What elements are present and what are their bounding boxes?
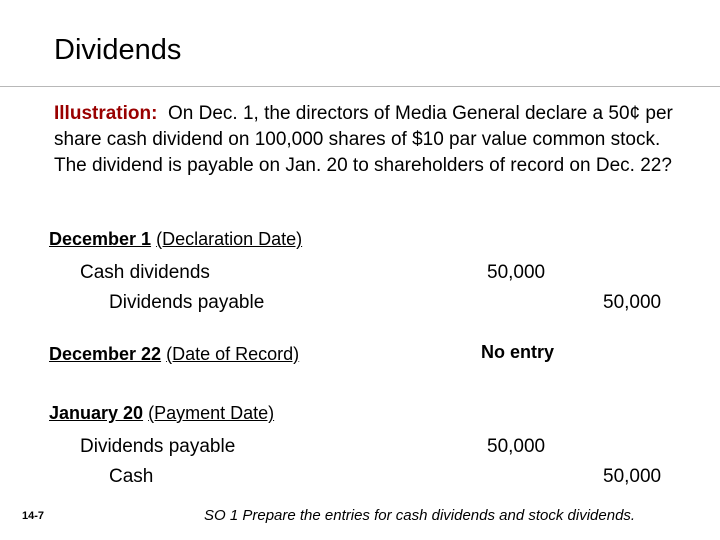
declaration-credit-account: Dividends payable: [109, 292, 265, 313]
payment-heading: [49, 403, 274, 424]
declaration-heading: [49, 229, 302, 250]
record-no-entry: No entry: [481, 342, 555, 362]
title-divider: [0, 86, 720, 87]
record-date-label: (Date of Record): [166, 344, 300, 364]
record-date: December 22: [49, 344, 162, 364]
illustration-text: On Dec. 1, the directors of Media General declare a 50¢ per share cash dividend on 100,000 shares of $10 par value common stock. The dividend is payable on Jan. 20 to shareholders of record on Dec. 22?: [54, 103, 673, 176]
slide-title: Dividends: [54, 34, 182, 66]
payment-date-label: (Payment Date): [148, 403, 275, 423]
record-heading: [49, 344, 299, 365]
declaration-debit-account: Cash dividends: [80, 262, 210, 283]
payment-credit-account: Cash: [109, 466, 154, 487]
payment-debit-account: Dividends payable: [80, 436, 236, 457]
payment-date: January 20: [49, 403, 144, 423]
illustration-paragraph: [54, 101, 694, 179]
declaration-credit-amount: 50,000: [603, 292, 662, 313]
illustration-label: Illustration:: [54, 103, 158, 124]
declaration-debit-amount: 50,000: [487, 262, 546, 283]
declaration-date-label: (Declaration Date): [156, 229, 303, 249]
study-objective: SO 1 Prepare the entries for cash dividends and stock dividends.: [204, 507, 636, 524]
payment-credit-amount: 50,000: [603, 466, 662, 487]
payment-debit-amount: 50,000: [487, 436, 546, 457]
declaration-date: December 1: [49, 229, 152, 249]
page-number: 14-7: [22, 510, 45, 522]
